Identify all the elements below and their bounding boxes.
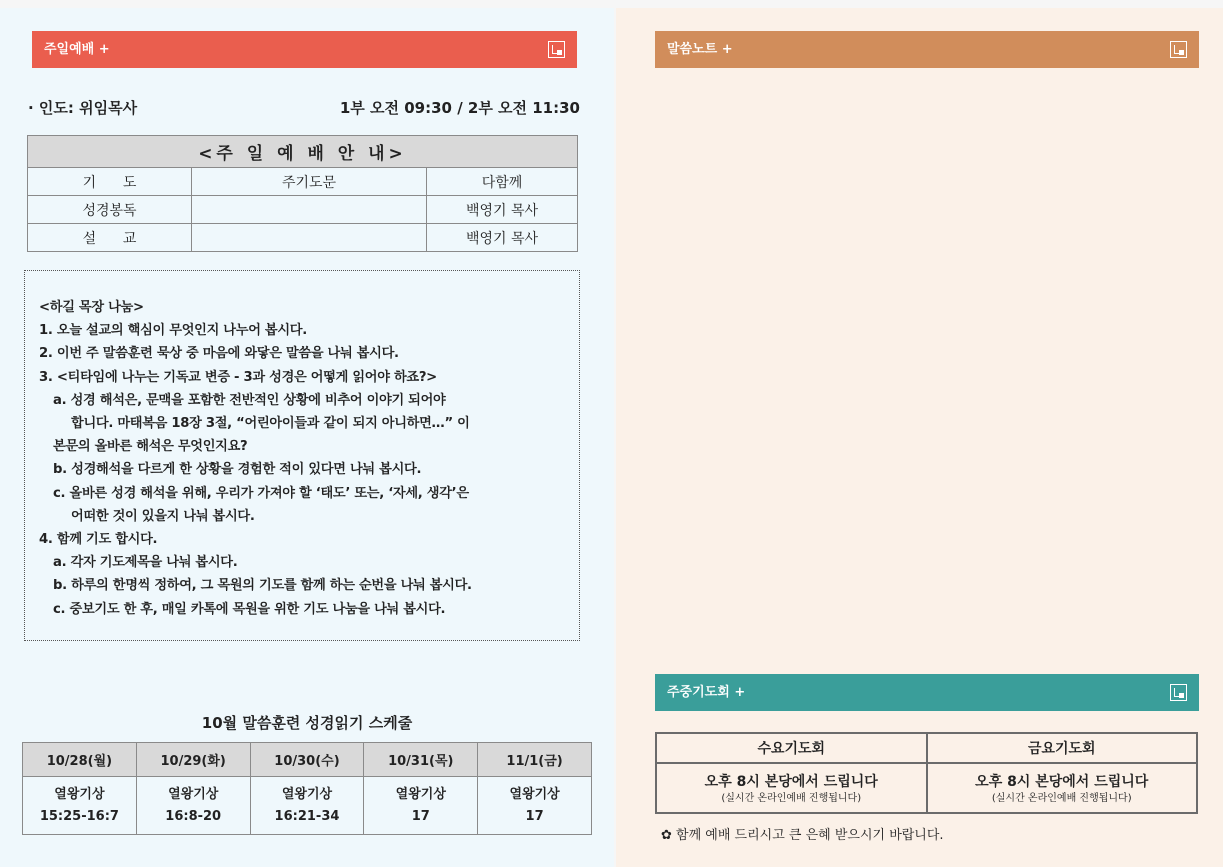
sunday-worship-label: 주일예배 + xyxy=(44,42,110,57)
sunday-worship-header[interactable] xyxy=(32,31,577,68)
reading-range: 17 xyxy=(411,808,430,824)
wednesday-prayer-title: 수요기도회 xyxy=(656,733,927,763)
schedule-reading xyxy=(23,777,137,835)
sharing-line: a. 성경 해석은, 문맥을 포함한 전반적인 상황에 비추어 이야기 되어야 xyxy=(53,392,446,408)
sharing-line: b. 하루의 한명씩 정하여, 그 목원의 기도를 함께 하는 순번을 나눠 봅시다. xyxy=(53,578,472,594)
reading-schedule-table xyxy=(22,742,592,835)
schedule-date: 10/31(목) xyxy=(364,743,478,777)
schedule-date: 11/1(금) xyxy=(478,743,592,777)
sharing-line: 1. 오늘 설교의 핵심이 무엇인지 나누어 봅시다. xyxy=(39,323,307,339)
reading-range: 17 xyxy=(525,808,544,824)
sharing-heading: <하길 목장 나눔> xyxy=(39,300,144,315)
worship-times: 1부 오전 09:30 / 2부 오전 11:30 xyxy=(339,99,580,117)
schedule-reading xyxy=(250,777,364,835)
table-cell xyxy=(192,196,427,224)
sharing-line: c. 올바른 성경 해석을 위해, 우리가 가져야 할 ‘태도’ 또는, ‘자세, 생각’은 xyxy=(53,485,469,501)
midweek-prayer-label: 주중기도회 + xyxy=(667,685,746,700)
table-cell: 설 교 xyxy=(28,224,192,252)
table-cell: 기 도 xyxy=(28,168,192,196)
worship-table-title: <주 일 예 배 안 내> xyxy=(28,136,578,168)
table-row xyxy=(28,196,578,224)
prayer-time: 오후 8시 본당에서 드립니다 xyxy=(704,773,878,790)
reading-book: 열왕기상 xyxy=(54,786,105,802)
prayer-note: (실시간 온라인예배 진행됩니다) xyxy=(991,792,1132,804)
sharing-line: 합니다. 마태복음 18장 3절, “어린아이들과 같이 되지 아니하면…” 이 xyxy=(71,416,470,432)
wednesday-prayer-detail xyxy=(656,763,927,813)
sharing-line: 3. <티타임에 나누는 기독교 변증 - 3과 성경은 어떻게 읽어야 하죠?> xyxy=(39,369,437,385)
reading-book: 열왕기상 xyxy=(168,786,219,802)
reading-range: 16:8-20 xyxy=(165,808,222,824)
schedule-date: 10/28(월) xyxy=(23,743,137,777)
print-icon[interactable] xyxy=(1170,41,1187,58)
table-cell xyxy=(192,224,427,252)
prayer-note: (실시간 온라인예배 진행됩니다) xyxy=(721,792,862,804)
friday-prayer-title: 금요기도회 xyxy=(927,733,1198,763)
friday-prayer-detail xyxy=(927,763,1198,813)
sharing-line: c. 중보기도 한 후, 매일 카톡에 목원을 위한 기도 나눔을 나눠 봅시다. xyxy=(53,601,446,617)
schedule-header-row xyxy=(23,743,592,777)
table-cell: 백영기 목사 xyxy=(427,196,578,224)
sharing-line: a. 각자 기도제목을 나눠 봅시다. xyxy=(53,555,238,571)
print-icon[interactable] xyxy=(1170,684,1187,701)
sermon-note-header[interactable] xyxy=(655,31,1199,68)
small-group-sharing-box xyxy=(24,270,580,641)
schedule-reading xyxy=(478,777,592,835)
schedule-date: 10/29(화) xyxy=(136,743,250,777)
reading-book: 열왕기상 xyxy=(281,786,333,802)
sharing-line: 어떠한 것이 있을지 나눠 봅시다. xyxy=(71,508,255,524)
schedule-reading-row xyxy=(23,777,592,835)
reading-book: 열왕기상 xyxy=(395,786,446,802)
schedule-reading xyxy=(136,777,250,835)
sharing-line: 4. 함께 기도 합시다. xyxy=(39,532,158,548)
schedule-title: 10월 말씀훈련 성경읽기 스케줄 xyxy=(201,714,413,732)
reading-book: 열왕기상 xyxy=(509,786,560,802)
closing-message: ✿ 함께 예배 드리시고 큰 은혜 받으시기 바랍니다. xyxy=(661,828,944,843)
table-row xyxy=(28,168,578,196)
worship-order-table xyxy=(27,135,578,252)
table-row xyxy=(28,224,578,252)
sharing-line: b. 성경해석을 다르게 한 상황을 경험한 적이 있다면 나눠 봅시다. xyxy=(53,462,422,478)
midweek-prayer-header[interactable] xyxy=(655,674,1199,711)
prayer-detail-row xyxy=(656,763,1197,813)
prayer-header-row xyxy=(656,733,1197,763)
prayer-time: 오후 8시 본당에서 드립니다 xyxy=(975,773,1149,790)
schedule-date: 10/30(수) xyxy=(250,743,364,777)
sharing-line: 본문의 올바른 해석은 무엇인지요? xyxy=(53,439,248,455)
schedule-reading xyxy=(364,777,478,835)
print-icon[interactable] xyxy=(548,41,565,58)
sermon-note-label: 말씀노트 + xyxy=(667,42,733,57)
table-cell: 주기도문 xyxy=(192,168,427,196)
reading-range: 15:25-16:7 xyxy=(39,808,119,824)
prayer-meeting-table xyxy=(655,732,1198,814)
table-cell: 백영기 목사 xyxy=(427,224,578,252)
table-cell: 성경봉독 xyxy=(28,196,192,224)
reading-range: 16:21-34 xyxy=(274,808,340,824)
table-cell: 다함께 xyxy=(427,168,578,196)
worship-leader: · 인도: 위임목사 xyxy=(28,99,138,117)
sharing-line: 2. 이번 주 말씀훈련 묵상 중 마음에 와닿은 말씀을 나눠 봅시다. xyxy=(39,346,399,362)
